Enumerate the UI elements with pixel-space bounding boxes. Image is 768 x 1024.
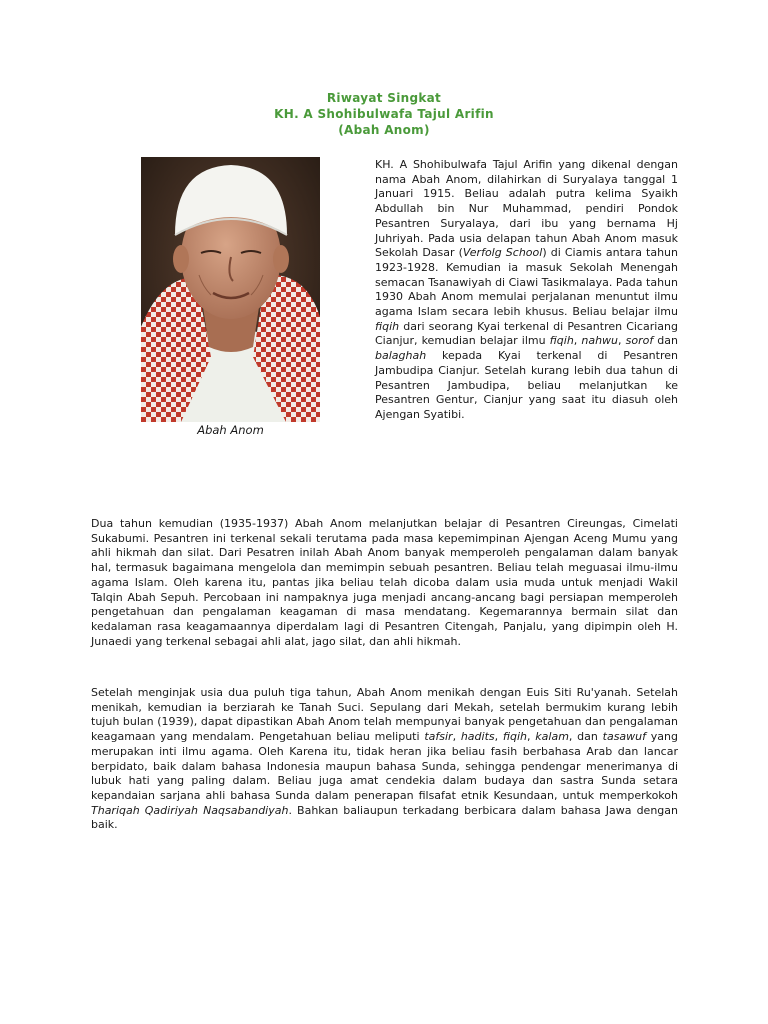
italic-term: fiqih: [549, 334, 574, 348]
portrait-photo: [141, 157, 320, 422]
text-run: dan: [653, 334, 678, 348]
title-line-3: (Abah Anom): [338, 123, 430, 137]
italic-term: kalam: [535, 730, 569, 744]
italic-term: tafsir: [424, 730, 453, 744]
body-paragraph-2: [91, 686, 678, 833]
italic-term: balaghah: [375, 349, 427, 363]
title-line-2: KH. A Shohibulwafa Tajul Arifin: [274, 107, 494, 121]
paragraph-1-text: [91, 517, 678, 649]
text-run: KH. A Shohibulwafa Tajul Arifin yang dikenal dengan nama Abah Anom, dilahirkan di Suryalaya tanggal 1 Januari 1915. Beliau adalah putra kelima Syaikh Abdullah bin Nur Muhammad, pendiri Pondok Pesantren Suryalaya, dari ibu yang bernama Hj Juhriyah. Pada usia delapan tahun Abah Anom masuk Sekolah Dasar (: [375, 158, 678, 260]
text-run: dari seorang Kyai terkenal di Pesantren Cicariang Cianjur, kemudian belajar ilmu: [375, 319, 678, 348]
text-run: ) di Ciamis antara tahun 1923-1928. Kemudian ia masuk Sekolah Menengah semacan Tsanawiyah di Ciawi Tasikmalaya. Pada tahun 1930 Abah Anom memulai perjalanan menuntut ilmu agama Islam secara lebih khusus. Beliau belajar ilmu: [375, 246, 678, 319]
body-paragraph-1: [91, 517, 678, 649]
italic-term: fiqih: [375, 319, 400, 333]
text-run: ,: [618, 334, 626, 348]
text-run: , dan: [568, 730, 603, 744]
text-run: ,: [573, 334, 582, 348]
document-title: [0, 90, 768, 138]
text-run: ,: [452, 730, 461, 744]
title-line-1: Riwayat Singkat: [326, 91, 442, 105]
italic-term: sorof: [625, 334, 654, 348]
text-run: ,: [527, 730, 536, 744]
italic-term: Thariqah Qadiriyah Naqsabandiyah: [91, 803, 289, 817]
paragraph-2-text: [91, 686, 678, 833]
intro-text: [375, 158, 678, 423]
italic-term: tasawuf: [602, 730, 647, 744]
text-run: kepada Kyai terkenal di Pesantren Jambudipa Cianjur. Setelah kurang lebih dua tahun di Pesantren Jambudipa, beliau melanjutkan ke Pesantren Gentur, Cianjur yang saat itu diasuh oleh Ajengan Syatibi.: [375, 349, 678, 421]
italic-term: nahwu: [581, 334, 619, 348]
italic-term: hadits: [460, 730, 495, 744]
intro-paragraph: [375, 158, 678, 423]
text-run: . Bahkan baliaupun terkadang berbicara dalam bahasa Jawa dengan baik.: [91, 803, 678, 832]
text-run: Dua tahun kemudian (1935-1937) Abah Anom melanjutkan belajar di Pesantren Cireungas, Cimelati Sukabumi. Pesantren ini terkenal sekali terutama pada masa kepemimpinan Ajengan Aceng Mumu yang ahli hikmah dan silat. Dari Pesatren inilah Abah Anom banyak memperoleh pengalaman dalam banyak hal, termasuk bagaimana mengelola dan memimpin sebuah pesantren. Beliau telah meguasai ilmu-ilmu agama Islam. Oleh karena itu, pantas jika beliau telah dicoba dalam usia muda untuk menjadi Wakil Talqin Abah Sepuh. Percobaan ini nampaknya juga menjadi ancang-ancang bagi persiapan memperoleh pengetahuan dan pengalaman keagaman di masa mendatang. Kegemarannya bermain silat dan kedalaman rasa keagamaannya diperdalam lagi di Pesantren Citengah, Panjalu, yang dipimpin oleh H. Junaedi yang terkenal sebagai ahli alat, jago silat, dan ahli hikmah.: [91, 517, 678, 648]
italic-term: Verfolg School: [462, 246, 543, 260]
text-run: yang merupakan inti ilmu agama. Oleh Karena itu, tidak heran jika beliau fasih berbahasa Arab dan lancar berpidato, baik dalam bahasa Indonesia maupun bahasa Sunda, sehingga pendengar menerimanya di lubuk hati yang paling dalam. Beliau juga amat cendekia dalam budaya dan sastra Sunda setara kepandaian sarjana ahli bahasa Sunda dalam penerapan filsafat etnik Kesundaan, untuk memperkokoh: [91, 730, 678, 802]
photo-caption: Abah Anom: [197, 423, 264, 437]
text-run: Setelah menginjak usia dua puluh tiga tahun, Abah Anom menikah dengan Euis Siti Ru'yanah. Setelah menikah, kemudian ia berziarah ke Tanah Suci. Sepulang dari Mekah, setelah bermukim kurang lebih tujuh bulan (1939), dapat dipastikan Abah Anom telah mempunyai banyak pengetahuan dan pengalaman keagamaan yang mendalam. Pengetahuan beliau meliputi: [91, 686, 678, 744]
italic-term: fiqih: [502, 730, 528, 744]
text-run: ,: [494, 730, 503, 744]
